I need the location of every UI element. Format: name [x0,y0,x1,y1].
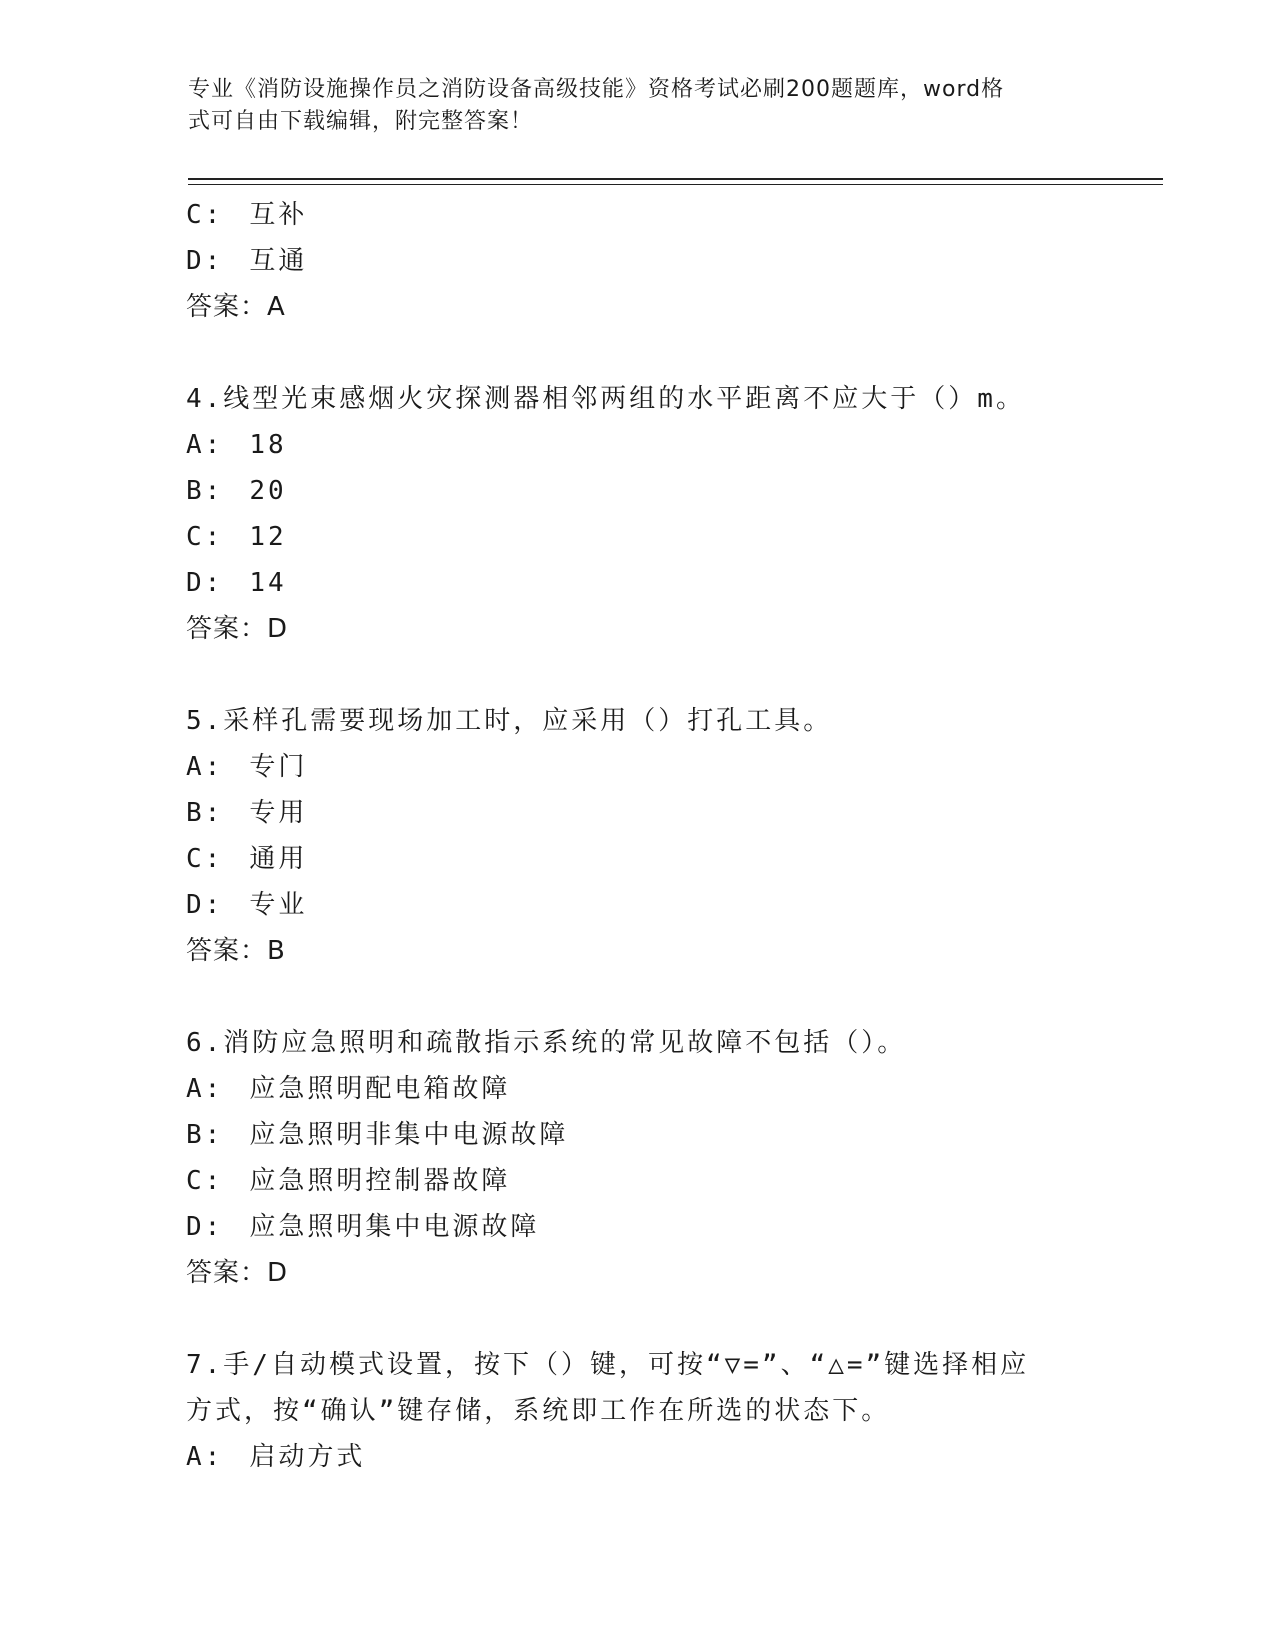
option-d [186,882,1186,928]
option-text: 应急照明控制器故障 [249,1166,511,1196]
question-4 [186,376,1186,652]
option-letter: D: [186,890,224,920]
option-a [186,744,1186,790]
option-d [186,1204,1186,1250]
option-letter: C: [186,844,224,874]
option-letter: A: [186,1442,224,1472]
option-text: 互通 [249,246,308,276]
option-letter: D: [186,246,224,276]
option-text: 应急照明集中电源故障 [249,1212,540,1242]
question-text: 6.消防应急照明和疏散指示系统的常见故障不包括（）。 [186,1028,907,1058]
option-text: 互补 [249,200,308,230]
option-letter: A: [186,752,224,782]
option-letter: B: [186,798,224,828]
question-7 [186,1342,1186,1480]
option-letter: B: [186,476,224,506]
answer-line: 答案：D [186,1258,289,1288]
option-text: 12 [249,522,287,552]
option-d [186,238,1186,284]
header-divider-thin [188,184,1163,185]
header-line-1: 专业《消防设施操作员之消防设备高级技能》资格考试必刷200题题库，word格 [188,77,1005,102]
option-text: 14 [249,568,287,598]
option-text: 应急照明配电箱故障 [249,1074,511,1104]
option-text: 应急照明非集中电源故障 [249,1120,569,1150]
option-letter: C: [186,200,224,230]
option-b [186,1112,1186,1158]
option-text: 通用 [249,844,308,874]
header-divider-thick [188,178,1163,180]
option-b [186,468,1186,514]
option-a [186,1434,1186,1480]
answer-line: 答案：A [186,292,286,322]
header-line-2: 式可自由下载编辑，附完整答案！ [188,109,534,134]
option-text: 专用 [249,798,308,828]
option-text: 启动方式 [249,1442,366,1472]
option-text: 专业 [249,890,308,920]
option-letter: A: [186,1074,224,1104]
option-letter: D: [186,568,224,598]
option-text: 18 [249,430,287,460]
option-a [186,422,1186,468]
option-c [186,836,1186,882]
option-text: 20 [249,476,287,506]
question-6 [186,1020,1186,1296]
option-d [186,560,1186,606]
question-text-line-2: 方式，按“确认”键存储，系统即工作在所选的状态下。 [186,1396,891,1426]
question-list [186,192,1186,1480]
option-b [186,790,1186,836]
answer-line: 答案：B [186,936,286,966]
option-c [186,192,1186,238]
question-3-continued [186,192,1186,330]
answer-line: 答案：D [186,614,289,644]
option-c [186,514,1186,560]
option-a [186,1066,1186,1112]
question-text: 5.采样孔需要现场加工时，应采用（）打孔工具。 [186,706,833,736]
question-text: 4.线型光束感烟火灾探测器相邻两组的水平距离不应大于（）m。 [186,384,1025,414]
option-letter: C: [186,522,224,552]
option-letter: D: [186,1212,224,1242]
option-letter: C: [186,1166,224,1196]
option-c [186,1158,1186,1204]
question-5 [186,698,1186,974]
option-text: 专门 [249,752,308,782]
option-letter: A: [186,430,224,460]
question-text-line-1: 7.手/自动模式设置，按下（）键，可按“▽=”、“△=”键选择相应 [186,1350,1030,1380]
document-header [188,74,1068,138]
option-letter: B: [186,1120,224,1150]
